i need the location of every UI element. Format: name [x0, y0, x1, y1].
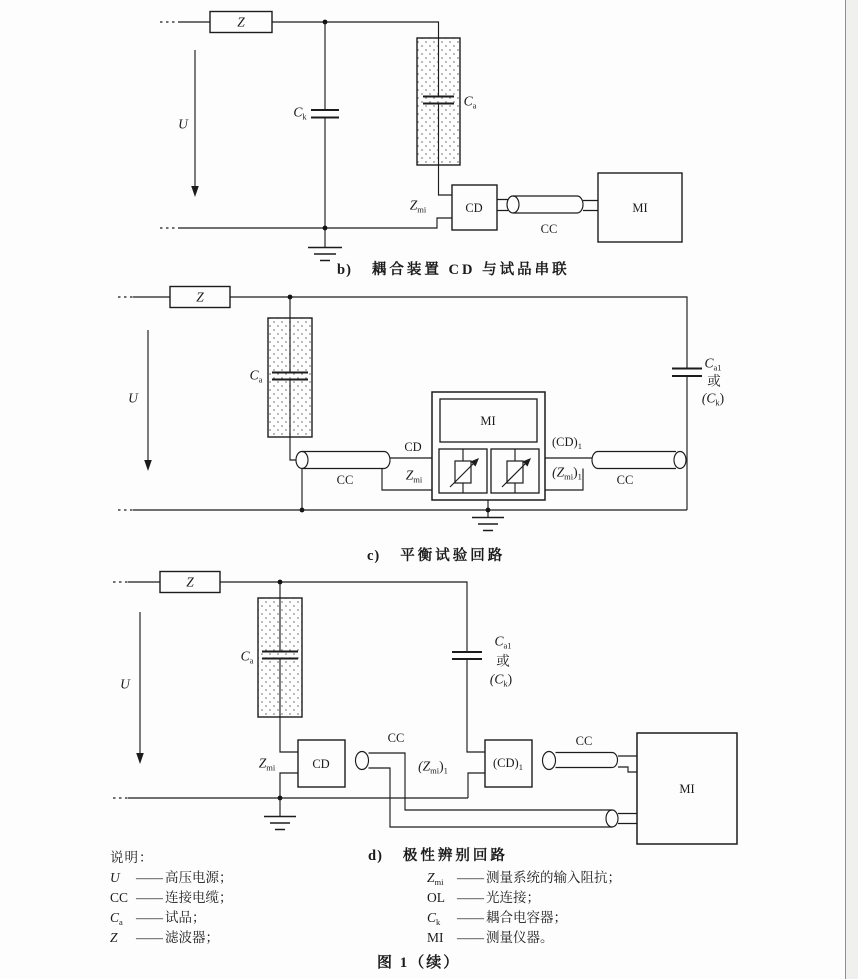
label-zmi1: $(Z_{mi})_1$	[552, 464, 582, 482]
label-mi: MI	[679, 781, 695, 796]
legend-item-z: Z —— 滤波器；	[110, 930, 219, 945]
coax-connector	[606, 810, 618, 827]
coax-connector	[296, 452, 308, 469]
caption-b: b) 耦合装置 CD 与试品串联	[337, 262, 570, 278]
label-mi: MI	[480, 413, 496, 428]
label-filter-z: Z	[196, 289, 204, 305]
label-cc: CC	[575, 733, 593, 748]
label-ca: $C_a$	[249, 367, 263, 385]
label-zmi: $Z_{mi}$	[409, 197, 427, 215]
page-border-line	[845, 0, 846, 979]
coax-connector	[543, 752, 556, 770]
legend-item-mi: MI —— 测量仪器。	[427, 930, 554, 945]
caption-c: c) 平衡试验回路	[367, 548, 506, 564]
coax-cable	[302, 452, 390, 469]
label-cd1: $(CD)_1$	[552, 434, 582, 451]
label-ca1: $C_{a1}$	[494, 633, 512, 651]
label-cc: CC	[336, 472, 354, 487]
coax-cable	[545, 810, 612, 827]
caption-d: d) 极性辨别回路	[368, 848, 508, 864]
label-or: 或	[496, 653, 510, 669]
label-cd: CD	[404, 439, 422, 454]
coax-connector	[674, 452, 686, 469]
label-voltage-u: U	[120, 676, 130, 692]
label-filter-z: Z	[186, 574, 194, 590]
u-arrowhead	[136, 753, 144, 764]
label-ck: $C_k$	[293, 104, 307, 122]
label-zmi1: $(Z_{mi})_1$	[418, 758, 448, 776]
label-ca: $C_a$	[240, 648, 254, 666]
label-zmi: $Z_{mi}$	[258, 755, 276, 773]
wire-dashes	[160, 22, 180, 228]
label-cc: CC	[616, 472, 634, 487]
label-cd: CD	[312, 756, 330, 771]
label-mi: MI	[632, 200, 648, 215]
label-cd1: $(CD)_1$	[493, 755, 523, 772]
coax-cable	[556, 753, 618, 768]
legend-item-zmi: $Z_{mi}$ —— 测量系统的输入阻抗；	[427, 870, 621, 887]
label-zmi: $Z_{mi}$	[405, 467, 423, 485]
label-voltage-u: U	[128, 390, 138, 406]
legend-item-u: U —— 高压电源；	[110, 870, 233, 885]
circuit-d	[113, 572, 737, 845]
figure-footer-caption: 图 1（续）	[377, 955, 461, 971]
label-ca1: $C_{a1}$	[704, 355, 722, 373]
coax-connector	[356, 752, 369, 770]
balanced-cd-outer-box	[432, 392, 545, 500]
legend-title: 说明：	[110, 850, 154, 865]
label-cc: CC	[387, 730, 405, 745]
legend-item-ck: $C_k$ —— 耦合电容器；	[427, 910, 567, 927]
label-ck-alt: $(C_k)$	[701, 390, 725, 408]
label-ck-alt: $(C_k)$	[489, 671, 513, 689]
label-cd: CD	[465, 200, 483, 215]
circuit-c	[118, 287, 702, 531]
u-arrowhead	[144, 460, 152, 471]
ground-icon	[472, 518, 504, 531]
coax-cable	[592, 452, 676, 469]
label-filter-z: Z	[237, 14, 245, 30]
page-margin-strip	[846, 0, 858, 979]
legend-item-ca: $C_a$ —— 试品；	[110, 910, 206, 927]
u-arrowhead	[191, 186, 199, 197]
label-voltage-u: U	[178, 116, 188, 132]
ground-icon	[264, 817, 296, 830]
coax-connector	[507, 196, 519, 213]
label-ca: $C_a$	[463, 93, 477, 111]
legend-item-cc: CC —— 连接电缆；	[110, 890, 233, 905]
legend-item-ol: OL —— 光连接；	[427, 890, 540, 905]
label-or: 或	[707, 373, 721, 389]
label-cc: CC	[540, 221, 558, 236]
coax-cable	[513, 196, 583, 213]
circuit-b	[160, 12, 682, 261]
